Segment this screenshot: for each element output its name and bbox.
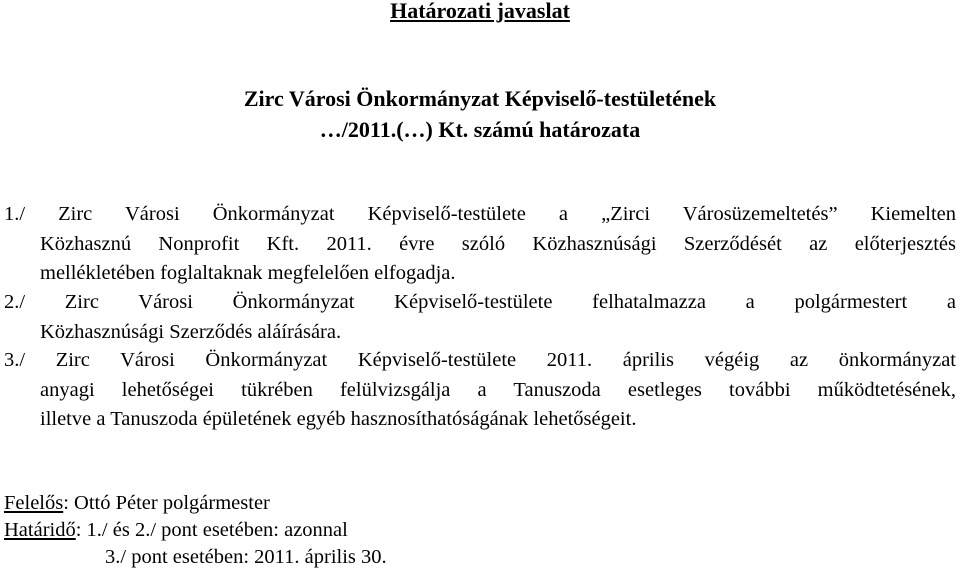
item-1-line-1: 1./ Zirc Városi Önkormányzat Képviselő-testülete a „Zirci Városüzemeltetés” Kiemelten — [4, 203, 956, 225]
item-1-line-3: mellékletében foglaltaknak megfelelően elfogadja. — [40, 262, 456, 284]
resolution-heading: Zirc Városi Önkormányzat Képviselő-testületének — [243, 86, 717, 111]
deadline-value: : 1./ és 2./ pont esetében: azonnal — [75, 519, 348, 541]
responsible-row — [4, 490, 270, 517]
item-2-line-2: Közhasznúsági Szerződés aláírására. — [40, 320, 342, 343]
responsible-value: : Ottó Péter polgármester — [63, 492, 270, 514]
document-title: Határozati javaslat — [390, 0, 570, 23]
deadline-label: Határidő — [4, 519, 76, 541]
resolution-item-1 — [4, 200, 956, 289]
item-2-line-1: 2./ Zirc Városi Önkormányzat Képviselő-testülete felhatalmazza a polgármestert a — [4, 291, 956, 313]
item-1-line-2: Közhasznú Nonprofit Kft. 2011. évre szóló Közhasznúsági Szerződését az előterjesztés — [40, 232, 956, 255]
item-3-line-2: anyagi lehetőségei tükrében felülvizsgálja a Tanuszoda esetleges további működtetésének, — [40, 378, 956, 401]
resolution-item-3 — [4, 346, 956, 435]
item-3-line-3: illetve a Tanuszoda épületének egyéb hasznosíthatóságának lehetőségeit. — [40, 408, 637, 430]
deadline-row — [4, 517, 348, 544]
deadline-row-2: 3./ pont esetében: 2011. április 30. — [105, 546, 387, 568]
resolution-number: …/2011.(…) Kt. számú határozata — [319, 117, 641, 142]
item-3-line-1: 3./ Zirc Városi Önkormányzat Képviselő-testülete 2011. április végéig az önkormányzat — [4, 349, 956, 371]
responsible-label: Felelős — [4, 492, 64, 514]
resolution-item-2 — [4, 288, 956, 347]
